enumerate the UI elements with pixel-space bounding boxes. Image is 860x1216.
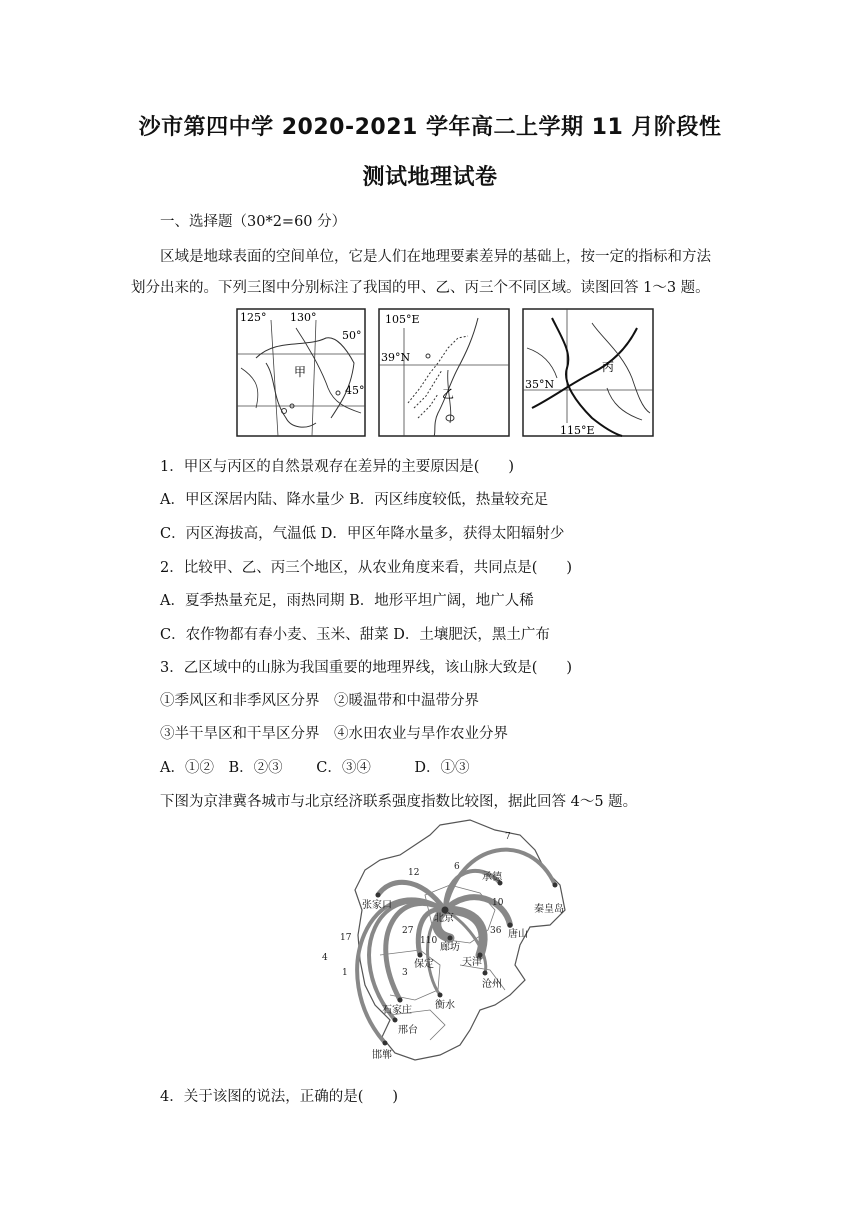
- intro-line-2: 划分出来的。下列三图中分别标注了我国的甲、乙、丙三个不同区域。读图回答 1～3 题。: [131, 280, 710, 296]
- label-qinhuangdao: 秦皇岛: [534, 904, 564, 915]
- cangzhou-point: [483, 971, 488, 976]
- label-beijing: 北京: [434, 913, 454, 924]
- label-shijiazhuang: 石家庄: [382, 1005, 412, 1016]
- map-yi-label: 乙: [442, 387, 455, 401]
- qinhuangdao-point: [553, 883, 558, 888]
- map-bing-lon: 115°E: [560, 424, 595, 437]
- langfang-point: [448, 936, 453, 941]
- baoding-point: [418, 953, 423, 958]
- question-4: 4．关于该图的说法，正确的是( ): [160, 1089, 399, 1105]
- doc-title-line1: 沙市第四中学 2020-2021 学年高二上学期 11 月阶段性: [138, 115, 722, 140]
- value-cangzhou: 3: [402, 968, 408, 978]
- map-bing: [523, 309, 653, 437]
- label-xingtai: 邢台: [398, 1025, 418, 1036]
- value-xingtai: 4: [322, 953, 328, 963]
- xingtai-point: [393, 1018, 398, 1023]
- question-3-statements-1: ①季风区和非季风区分界 ②暖温带和中温带分界: [160, 693, 479, 709]
- map-bing-lat: 35°N: [525, 378, 555, 391]
- value-shijiazhuang: 17: [340, 933, 352, 943]
- question-1-options-cd: C．丙区海拔高，气温低 D．甲区年降水量多，获得太阳辐射少: [160, 526, 565, 542]
- label-handan: 邯郸: [372, 1050, 392, 1061]
- handan-point: [383, 1041, 388, 1046]
- intro-line-1: 区域是地球表面的空间单位，它是人们在地理要素差异的基础上，按一定的指标和方法: [160, 249, 711, 265]
- hengshui-point: [438, 993, 443, 998]
- map-yi-lat: 39°N: [381, 351, 411, 364]
- label-langfang: 廊坊: [440, 942, 460, 953]
- zhangjiakou-point: [376, 893, 381, 898]
- value-qinhuangdao: 7: [505, 832, 511, 842]
- question-3: 3．乙区域中的山脉为我国重要的地理界线，该山脉大致是( ): [160, 660, 573, 676]
- map-jia-lon2: 130°: [290, 311, 317, 324]
- value-chengde: 6: [454, 862, 460, 872]
- map-jia-label: 甲: [294, 365, 307, 379]
- doc-title-line2: 测试地理试卷: [362, 165, 498, 190]
- value-handan: 1: [342, 968, 348, 978]
- question-1: 1．甲区与丙区的自然景观存在差异的主要原因是( ): [160, 459, 515, 475]
- value-tangshan: 10: [492, 898, 504, 908]
- map-jia-lon1: 125°: [240, 311, 267, 324]
- section-heading: 一、选择题（30*2=60 分）: [160, 214, 347, 230]
- value-langfang: 110: [420, 936, 438, 946]
- value-baoding: 27: [402, 926, 414, 936]
- tangshan-point: [508, 923, 513, 928]
- question-2-options-cd: C．农作物都有春小麦、玉米、甜菜 D．土壤肥沃，黑土广布: [160, 627, 550, 643]
- label-baoding: 保定: [414, 959, 434, 970]
- map-bing-label: 丙: [602, 360, 615, 374]
- jingjinji-map: [320, 815, 580, 1070]
- shijiazhuang-point: [398, 998, 403, 1003]
- label-chengde: 承德: [482, 872, 502, 883]
- question-2-options-ab: A．夏季热量充足，雨热同期 B．地形平坦广阔，地广人稀: [160, 593, 534, 609]
- map-jia-lat1: 50°: [342, 329, 362, 342]
- label-tangshan: 唐山: [508, 929, 528, 940]
- label-cangzhou: 沧州: [482, 979, 502, 990]
- question-2: 2．比较甲、乙、丙三个地区，从农业角度来看，共同点是( ): [160, 560, 573, 576]
- label-zhangjiakou: 张家口: [362, 900, 392, 911]
- value-zhangjiakou: 12: [408, 868, 420, 878]
- question-3-statements-2: ③半干旱区和干旱区分界 ④水田农业与旱作农业分界: [160, 726, 508, 742]
- value-tianjin: 36: [490, 926, 502, 936]
- question-1-options-ab: A．甲区深居内陆、降水量少 B．丙区纬度较低，热量较充足: [160, 492, 549, 508]
- map-yi: [379, 309, 509, 436]
- question-3-options: A．①② B．②③ C．③④ D．①③: [160, 760, 470, 776]
- label-hengshui: 衡水: [435, 1000, 455, 1011]
- intro-questions-4-5: 下图为京津冀各城市与北京经济联系强度指数比较图，据此回答 4～5 题。: [160, 794, 638, 810]
- map-jia: [237, 309, 365, 436]
- label-tianjin: 天津: [462, 957, 482, 968]
- region-maps: [236, 308, 656, 440]
- map-jia-lat2: 45°: [345, 384, 365, 397]
- map-yi-lon: 105°E: [385, 313, 420, 326]
